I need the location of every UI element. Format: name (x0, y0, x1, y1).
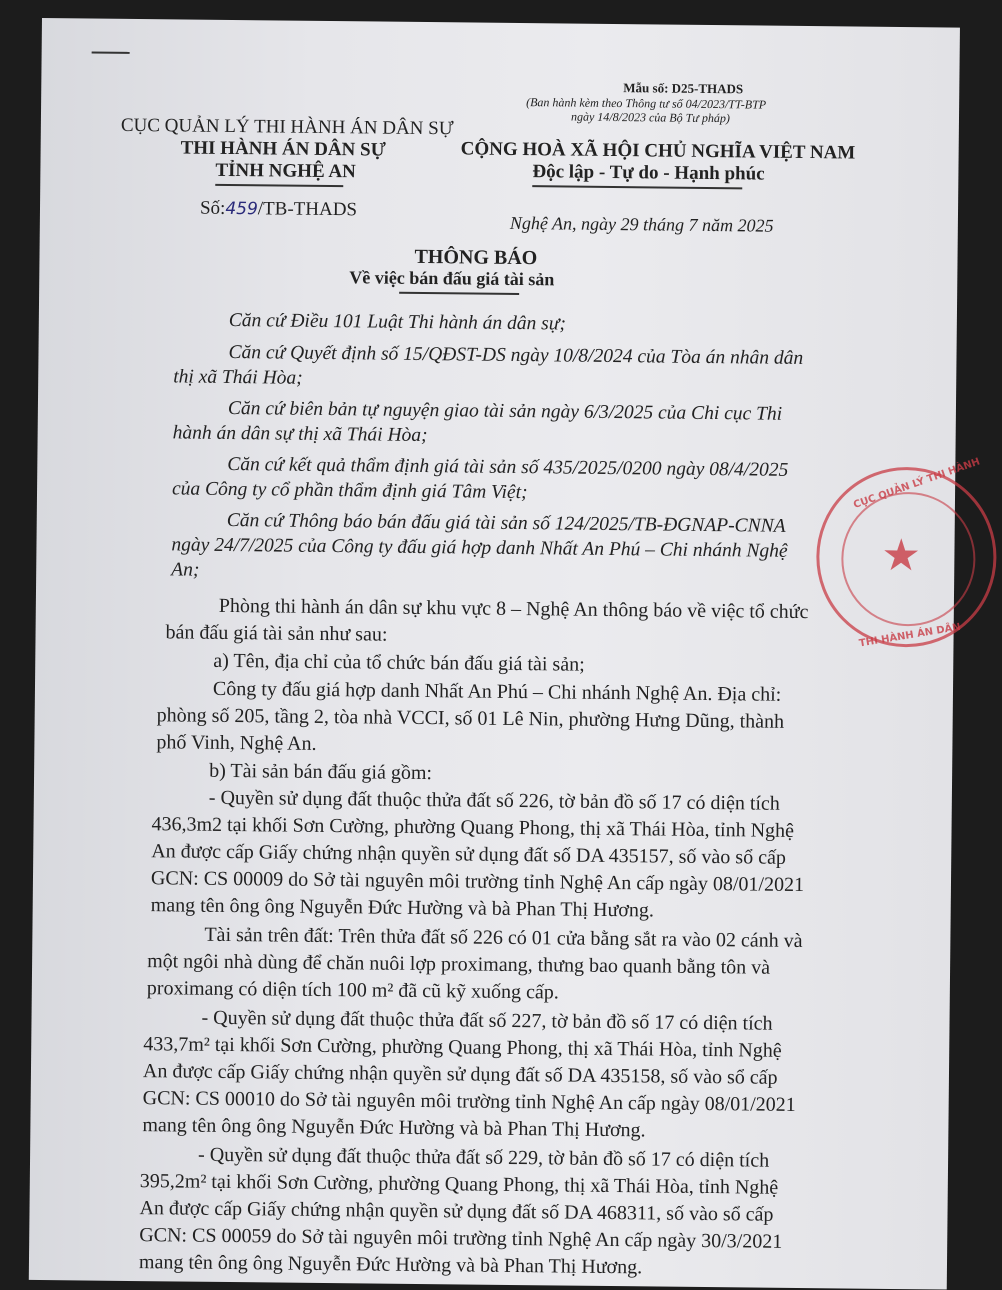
subtitle-underline (399, 292, 519, 295)
agency-line-1: CỤC QUẢN LÝ THI HÀNH ÁN DÂN SỰ (120, 114, 454, 140)
body-line: mang tên ông ông Nguyễn Đức Hường và bà Phan Thị Hương. (150, 894, 655, 922)
body-line: - Quyền sử dụng đất thuộc thửa đất số 229, tờ bản đồ số 17 có diện tích (197, 1143, 770, 1172)
form-number: Mẫu số: D25-THADS (623, 80, 744, 97)
body-line: 436,3m2 tại khối Sơn Cường, phường Quang Phong, thị xã Thái Hòa, tỉnh Nghệ (151, 813, 795, 842)
body-line: mang tên ông ông Nguyễn Đức Hường và bà Phan Thị Hương. (142, 1114, 646, 1142)
corner-mark (92, 52, 130, 54)
body-line: Căn cứ Quyết định số 15/QĐST-DS ngày 10/8/2024 của Tòa án nhân dân (228, 341, 804, 369)
body-line: proximang có diện tích 100 m² đã cũ kỹ xuống cấp. (146, 977, 559, 1004)
body-line: Căn cứ kết quả thẩm định giá tài sản số 435/2025/0200 ngày 08/4/2025 (227, 453, 789, 481)
body-line: Căn cứ Thông báo bán đấu giá tài sản số 124/2025/TB-ĐGNAP-CNNA (226, 509, 786, 537)
document-number-suffix: /TB-THADS (257, 198, 358, 221)
document-subtitle: Về việc bán đấu giá tài sản (349, 267, 555, 290)
national-motto: Độc lập - Tự do - Hạnh phúc (532, 161, 765, 185)
country-name: CỘNG HOÀ XÃ HỘI CHỦ NGHĨA VIỆT NAM (460, 138, 856, 164)
document-number-prefix: Số: (199, 197, 226, 219)
form-issued-line-1: (Ban hành kèm theo Thông tư số 04/2023/TT-BTP (526, 95, 767, 112)
body-line: GCN: CS 00059 do Sở tài nguyên môi trường tỉnh Nghệ An cấp ngày 30/3/2021 (139, 1224, 783, 1253)
body-line: Tài sản trên đất: Trên thửa đất số 226 có 01 cửa bằng sắt ra vào 02 cánh và (204, 923, 803, 953)
body-line: An; (171, 559, 200, 581)
stamp-text-top: CỤC QUẢN LÝ THI HÀNH (852, 456, 982, 512)
document-number-handwritten: 459 (225, 198, 258, 220)
body-line: hành án dân sự thị xã Thái Hòa; (172, 422, 428, 447)
body-line: Căn cứ Điều 101 Luật Thi hành án dân sự; (228, 309, 567, 335)
body-line: ngày 24/7/2025 của Công ty đấu giá hợp danh Nhất An Phú – Chi nhánh Nghệ (171, 534, 788, 562)
body-line: b) Tài sản bán đấu giá gồm: (209, 759, 433, 785)
agency-line-2: THI HÀNH ÁN DÂN SỰ (180, 137, 386, 161)
body-line: bán đấu giá tài sản như sau: (165, 621, 388, 646)
place-and-date: Nghệ An, ngày 29 tháng 7 năm 2025 (509, 212, 774, 236)
body-line: 395,2m² tại khối Sơn Cường, phường Quang Phong, thị xã Thái Hòa, tỉnh Nghệ (139, 1170, 779, 1199)
stamp-star-icon: ★ (881, 530, 922, 581)
agency-line-3: TỈNH NGHỆ AN (215, 159, 356, 183)
body-line: GCN: CS 00009 do Sở tài nguyên môi trường tỉnh Nghệ An cấp ngày 08/01/2021 (150, 867, 805, 897)
body-line: phố Vinh, Nghệ An. (156, 731, 317, 755)
body-line: phòng số 205, tầng 2, tòa nhà VCCI, số 01 Lê Nin, phường Hưng Dũng, thành (156, 704, 785, 733)
official-stamp (815, 456, 997, 650)
body-line: - Quyền sử dụng đất thuộc thửa đất số 227, tờ bản đồ số 17 có diện tích (201, 1006, 773, 1035)
body-line: thị xã Thái Hòa; (173, 366, 303, 389)
body-line: Phòng thi hành án dân sự khu vực 8 – Nghệ An thông báo về việc tổ chức (218, 594, 809, 624)
body-line: GCN: CS 00010 do Sở tài nguyên môi trường tỉnh Nghệ An cấp ngày 08/01/2021 (142, 1087, 796, 1116)
body-line: 433,7m² tại khối Sơn Cường, phường Quang Phong, thị xã Thái Hòa, tỉnh Nghệ (143, 1033, 782, 1062)
body-line: An được cấp Giấy chứng nhận quyền sử dụng đất số DA 468311, số vào sổ cấp (139, 1197, 774, 1226)
body-line: mang tên ông ông Nguyễn Đức Hường và bà Phan Thị Hương. (138, 1251, 643, 1279)
body-line: Căn cứ biên bản tự nguyện giao tài sản ngày 6/3/2025 của Chi cục Thi (227, 397, 783, 425)
stamp-text-bottom: THI HÀNH ÁN DÂN (858, 621, 962, 650)
document-title: THÔNG BÁO (414, 245, 538, 270)
body-line: - Quyền sử dụng đất thuộc thửa đất số 226, tờ bản đồ số 17 có diện tích (208, 786, 780, 815)
motto-underline (532, 185, 742, 189)
document-number (200, 198, 357, 222)
body-line: một ngôi nhà dùng để chăn nuôi lợp proximang, thưng bao quanh bằng tôn và (147, 950, 771, 979)
document-page (29, 18, 982, 1290)
form-issued-line-2: ngày 14/8/2023 của Bộ Tư pháp) (570, 109, 730, 126)
body-line: An được cấp Giấy chứng nhận quyền sử dụng đất số DA 435157, số vào sổ cấp (151, 840, 787, 869)
agency-underline (215, 184, 343, 187)
body-line: a) Tên, địa chỉ của tổ chức bán đấu giá tài sản; (213, 649, 585, 676)
body-line: An được cấp Giấy chứng nhận quyền sử dụng đất số DA 435158, số vào sổ cấp (142, 1060, 778, 1089)
body-line: Công ty đấu giá hợp danh Nhất An Phú – Chi nhánh Nghệ An. Địa chỉ: (212, 677, 782, 706)
body-line: của Công ty cổ phần thẩm định giá Tâm Việt; (171, 478, 528, 504)
